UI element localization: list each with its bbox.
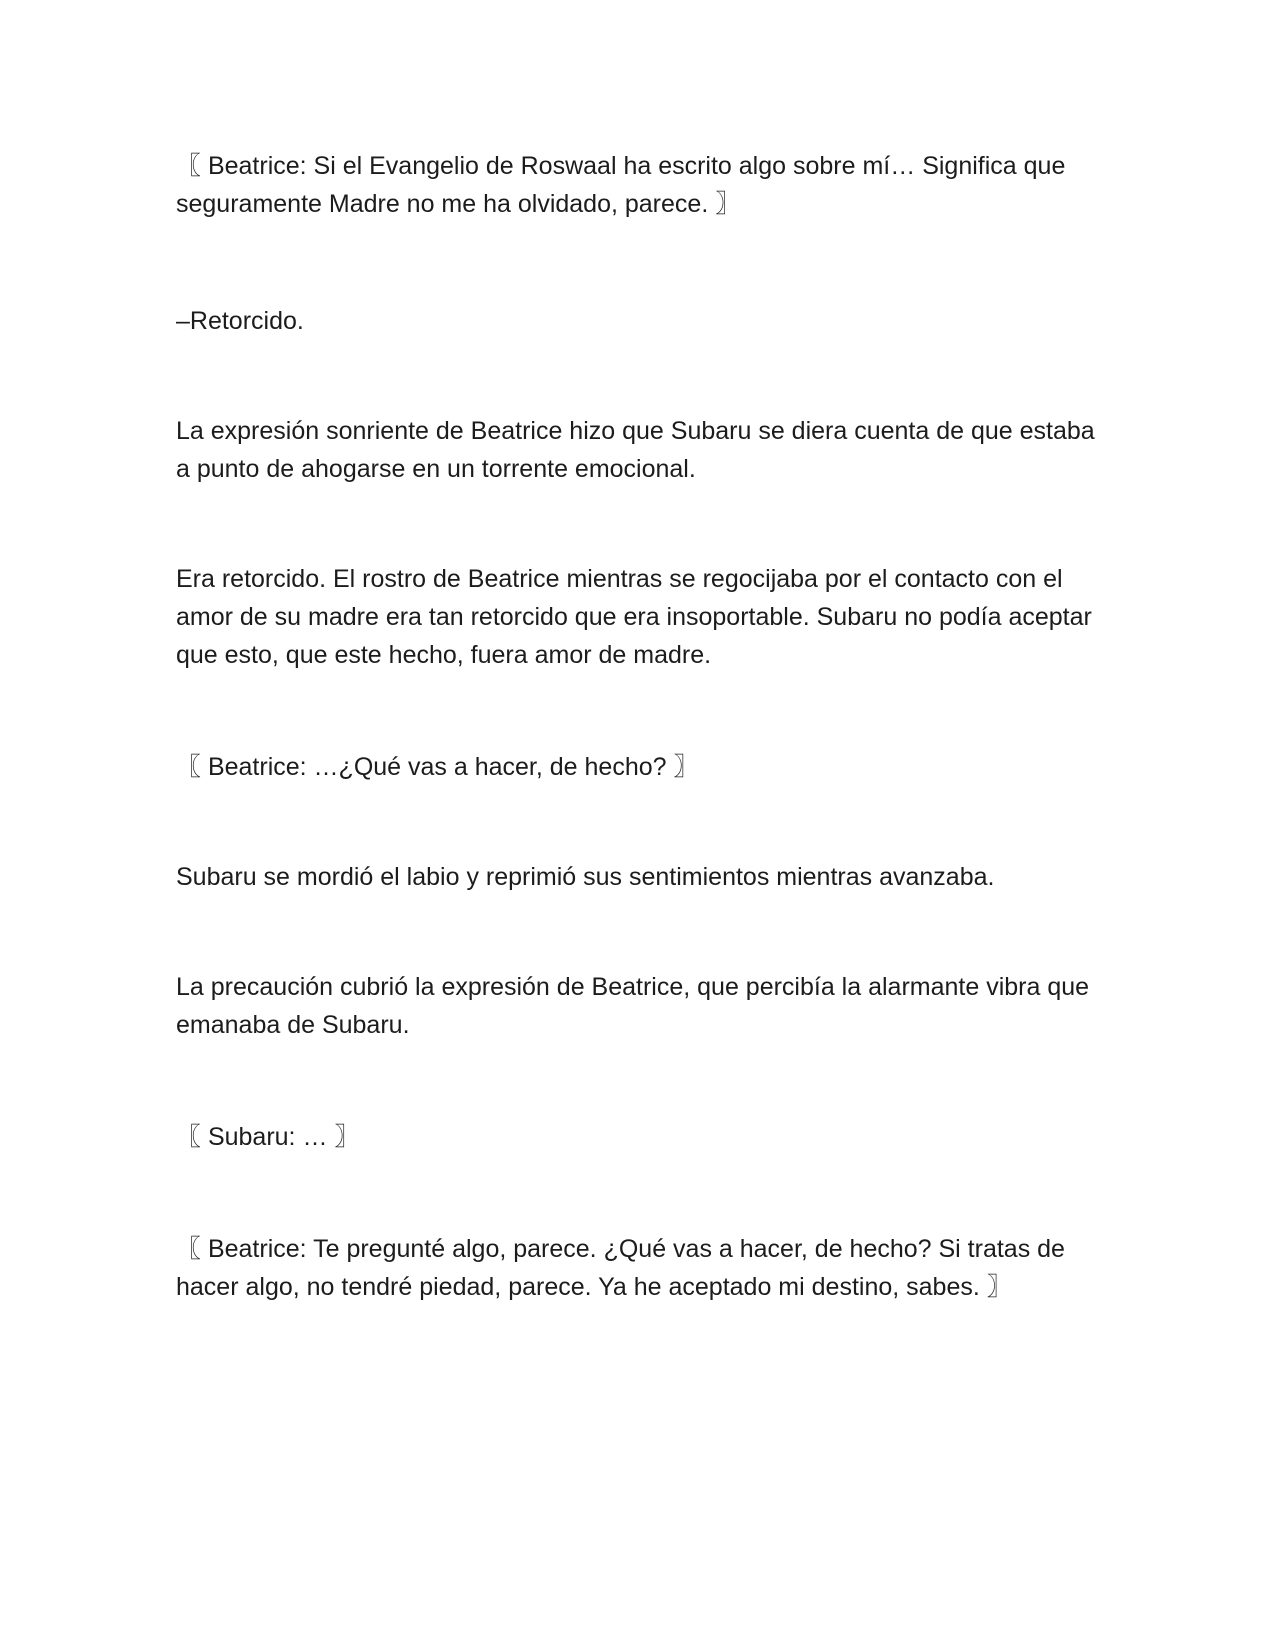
paragraph-precaucion: La precaución cubrió la expresión de Beatrice, que percibía la alarmante vibra que emanaba de Subaru. — [176, 973, 1090, 1039]
paragraph-subaru-se-mordio: Subaru se mordió el labio y reprimió sus sentimientos mientras avanzaba. — [176, 863, 995, 891]
paragraph-retorcido: –Retorcido. — [176, 307, 304, 335]
paragraph-beatrice-te-pregunte: 〖 Beatrice: Te pregunté algo, parece. ¿Qué vas a hacer, de hecho? Si tratas de hacer algo, no tendré piedad, parece. Ya he aceptado mi destino, sabes. 〗 — [176, 1235, 1065, 1301]
paragraph-era-retorcido: Era retorcido. El rostro de Beatrice mientras se regocijaba por el contacto con el amor de su madre era tan retorcido que era insoportable. Subaru no podía aceptar que esto, que este hecho, fuera amor de madre. — [176, 565, 1092, 669]
paragraph-subaru-silence: 〖 Subaru: … 〗 — [176, 1123, 360, 1151]
paragraph-expresion-sonriente: La expresión sonriente de Beatrice hizo que Subaru se diera cuenta de que estaba a punto de ahogarse en un torrente emocional. — [176, 417, 1095, 483]
paragraph-beatrice-que-vas-a-hacer: 〖 Beatrice: …¿Qué vas a hacer, de hecho? 〗 — [176, 753, 699, 781]
paragraph-beatrice-evangelio: 〖 Beatrice: Si el Evangelio de Roswaal ha escrito algo sobre mí… Significa que seguramente Madre no me ha olvidado, parece. 〗 — [176, 152, 1066, 218]
